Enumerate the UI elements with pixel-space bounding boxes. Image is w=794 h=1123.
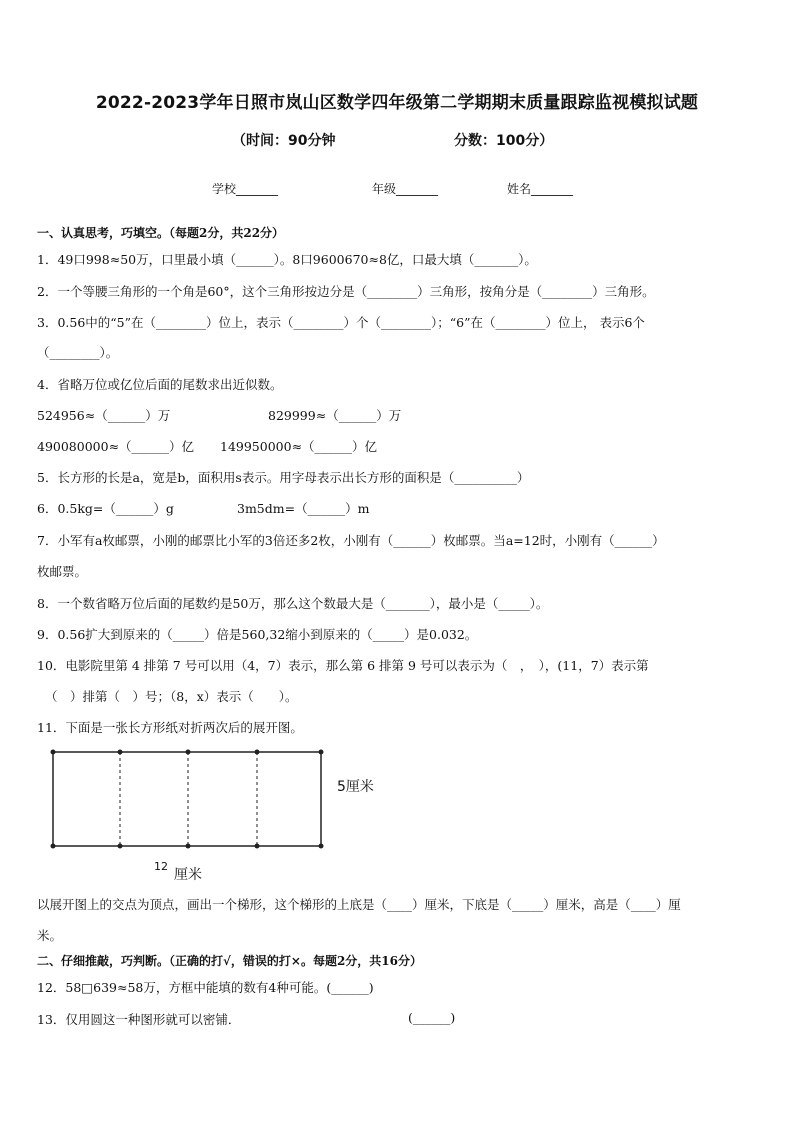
question-4b: 829999≈（______）万 [268, 408, 402, 423]
question-3-cont: （________）。 [37, 345, 119, 360]
question-7: 7．小军有a枚邮票，小刚的邮票比小军的3倍还多2枚，小刚有（______）枚邮票。当a=12时，小刚有（______） [37, 533, 665, 548]
question-6b: 3m5dm=（______）m [237, 501, 370, 516]
unfolded-rectangle-diagram [40, 740, 440, 890]
question-10: 10．电影院里第 4 排第 7 号可以用（4，7）表示，那么第 6 排第 9 号可以表示为（ ， ），(11，7）表示第 [37, 658, 649, 673]
question-6a: 6．0.5kg=（______）g [37, 501, 174, 516]
width-unit: 厘米 [174, 867, 202, 883]
question-11-text: 以展开图上的交点为顶点，画出一个梯形，这个梯形的上底是（____）厘米，下底是（_____）厘米，高是（____）厘 [37, 897, 681, 912]
question-10-cont: （ ）排第（ ）号；（8，x）表示（ ）。 [45, 689, 298, 704]
grade-field: 年级_______ [372, 182, 439, 196]
name-field: 姓名_______ [507, 182, 574, 196]
question-11: 11．下面是一张长方形纸对折两次后的展开图。 [37, 720, 303, 735]
question-5: 5．长方形的长是a，宽是b，面积用s表示。用字母表示出长方形的面积是（__________） [37, 470, 530, 485]
page-title: 2022-2023学年日照市岚山区数学四年级第二学期期末质量跟踪监视模拟试题 [95, 93, 699, 113]
section-1-heading: 一、认真思考，巧填空。（每题2分，共22分） [37, 226, 285, 240]
question-4: 4．省略万位或亿位后面的尾数求出近似数。 [37, 377, 283, 392]
question-13: 13．仅用圆这一种图形就可以密铺． [37, 1012, 241, 1027]
width-number: 12 [154, 860, 168, 873]
score-label: 分数：100分） [454, 133, 554, 149]
question-3: 3．0.56中的“5”在（________）位上，表示（________）个（________）；“6”在（________）位上， 表示6个 [37, 315, 645, 330]
question-4a: 524956≈（______）万 [37, 408, 171, 423]
section-2-heading: 二、仔细推敲，巧判断。（正确的打√，错误的打×。每题2分，共16分） [37, 954, 422, 968]
question-4d: 149950000≈（______）亿 [220, 439, 378, 454]
question-2: 2．一个等腰三角形的一个角是60°，这个三角形按边分是（________）三角形，按角分是（________）三角形。 [37, 284, 655, 299]
question-8: 8．一个数省略万位后面的尾数约是50万，那么这个数最大是（_______），最小是（_____）。 [37, 596, 549, 611]
question-1: 1．49口998≈50万，口里最小填（______）。8口9600670≈8亿，口最大填（_______）。 [37, 252, 537, 267]
time-label: （时间：90分钟 [232, 133, 336, 149]
question-13-answer: (______) [408, 1010, 456, 1025]
height-label: 5厘米 [337, 779, 374, 795]
question-4c: 490080000≈（______）亿 [37, 439, 195, 454]
question-7-cont: 枚邮票。 [37, 564, 88, 579]
question-11-cont: 米。 [37, 928, 63, 943]
question-12: 12．58□639≈58万，方框中能填的数有4种可能。(______) [37, 980, 374, 995]
school-field: 学校_______ [212, 182, 279, 196]
question-9: 9．0.56扩大到原来的（_____）倍是560,32缩小到原来的（_____）是0.032。 [37, 627, 478, 642]
